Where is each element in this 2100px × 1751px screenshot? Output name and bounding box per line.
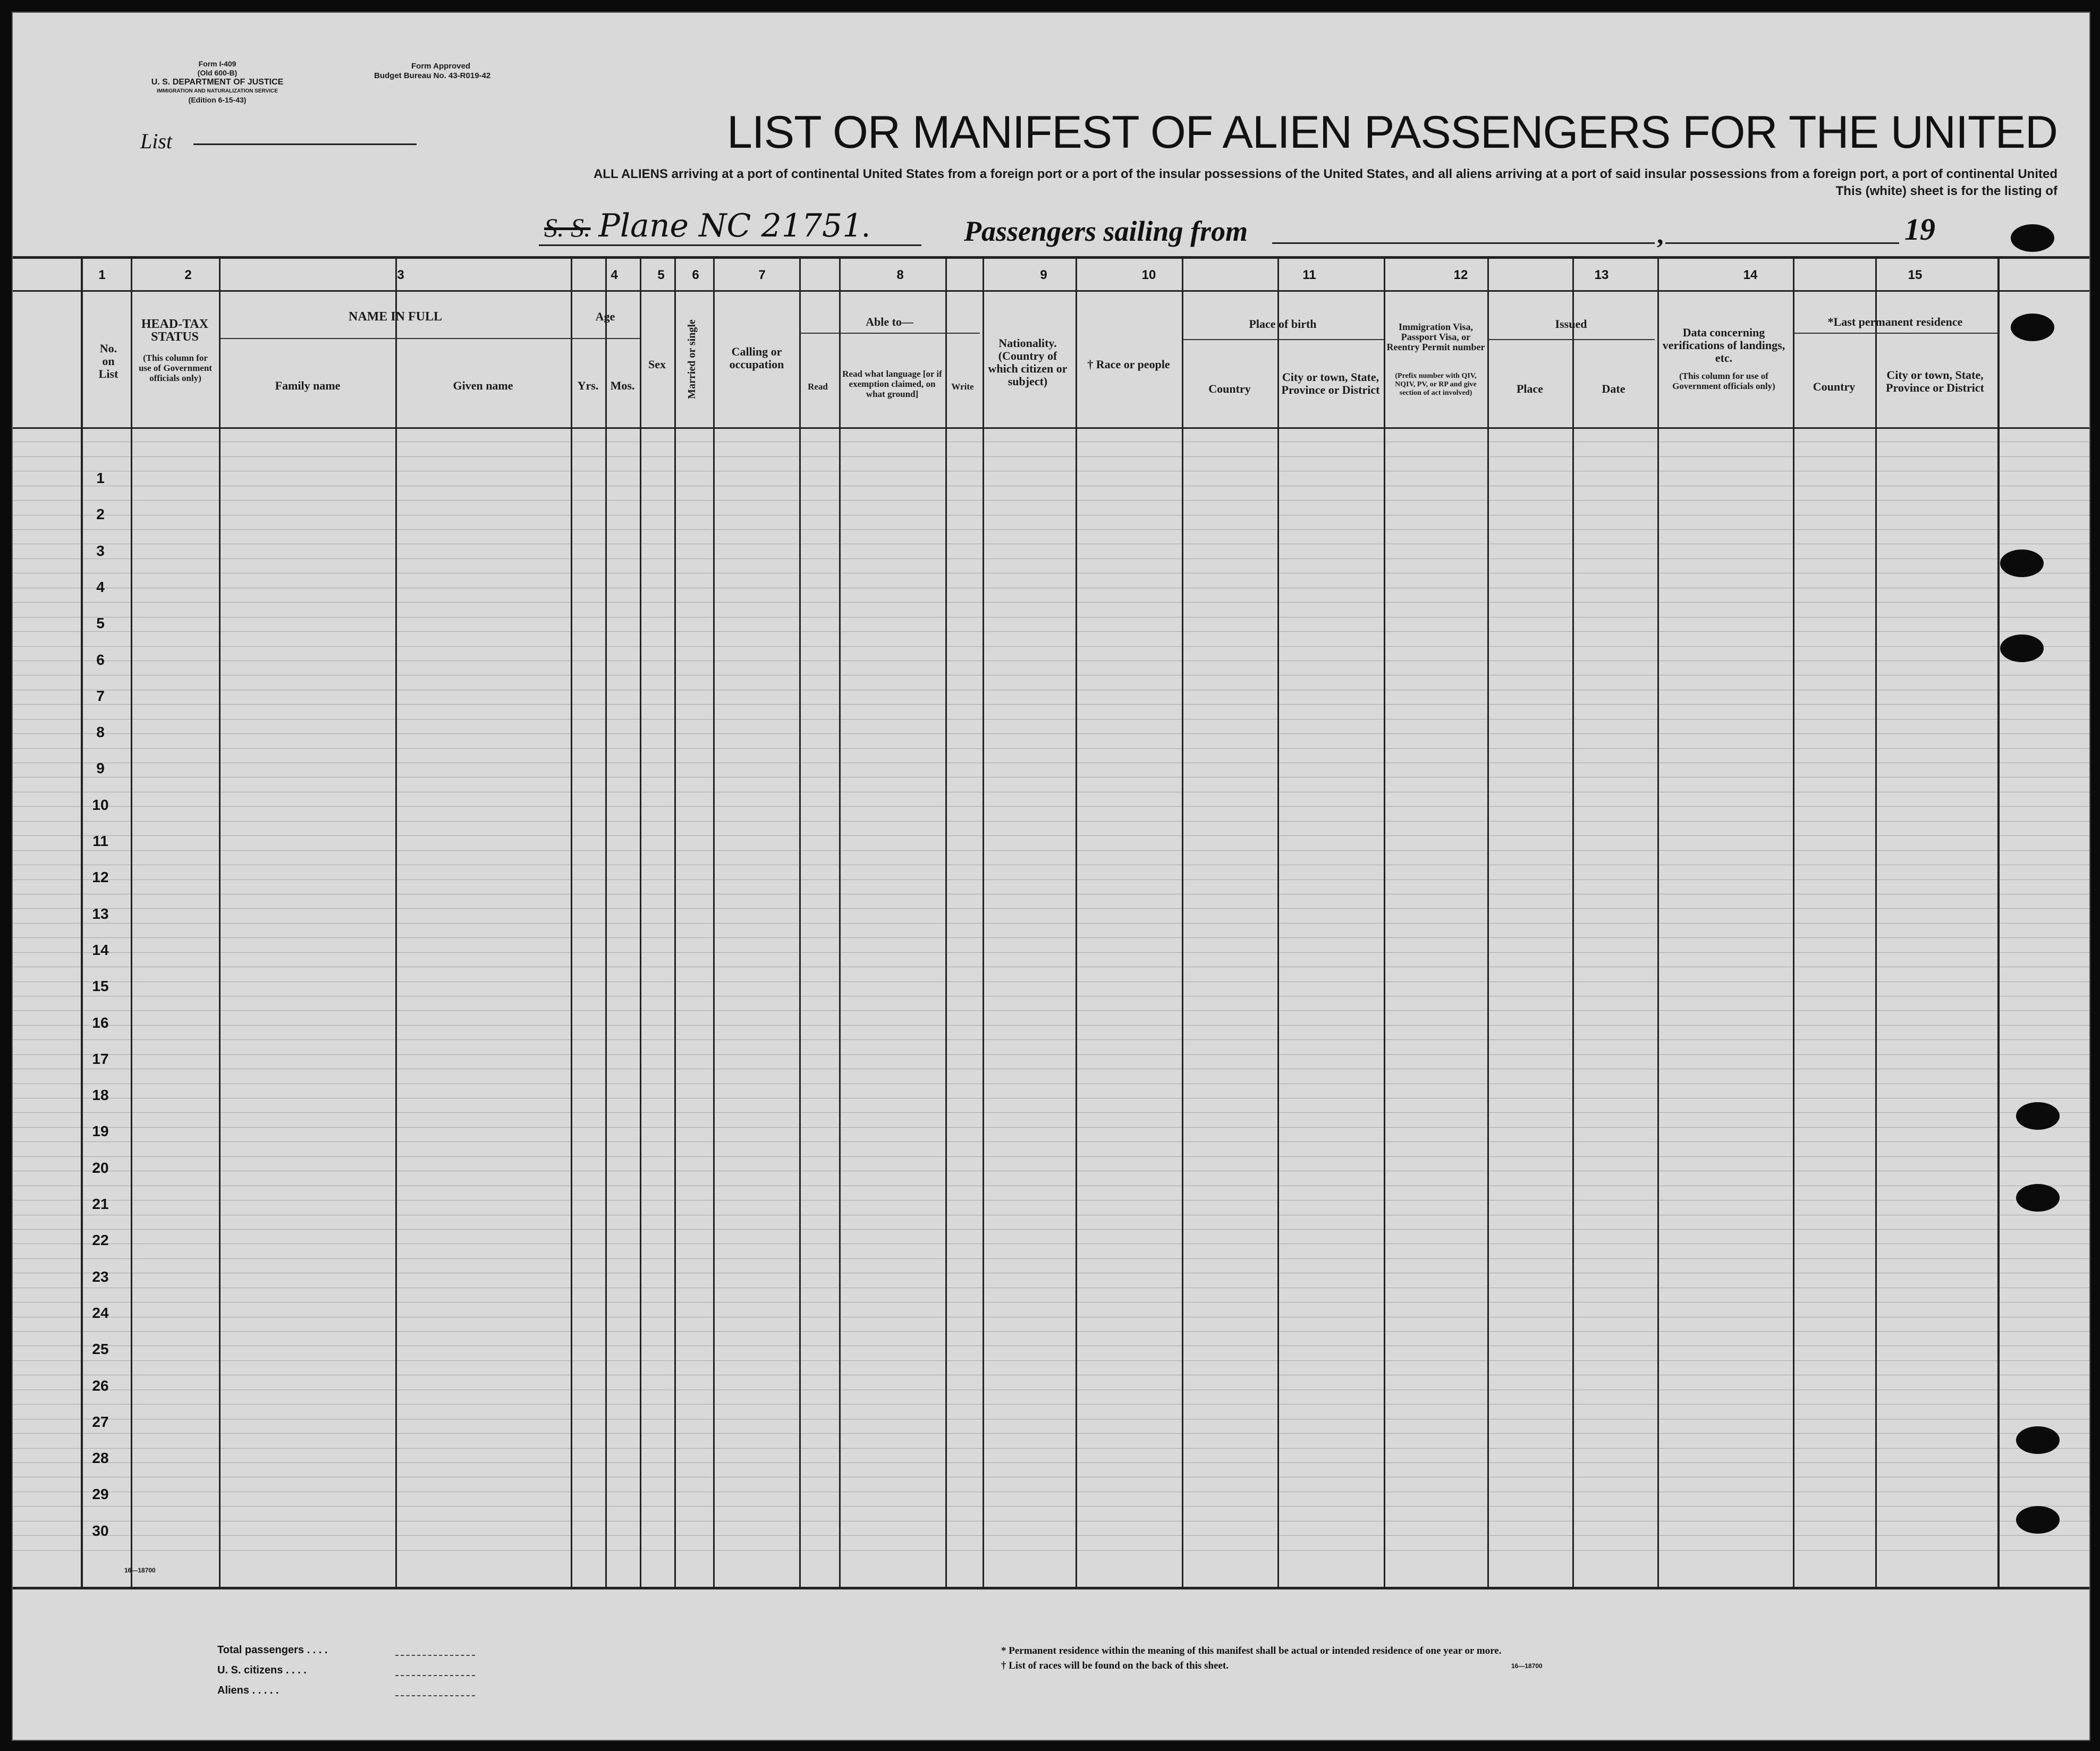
footnote-races: † List of races will be found on the back of this sheet. <box>1001 1660 1229 1671</box>
grid-line <box>13 923 2089 924</box>
header-yrs: Yrs. <box>577 379 599 392</box>
manifest-sheet <box>12 12 2090 1741</box>
header-age: Age <box>595 310 615 323</box>
grid-line <box>13 1404 2089 1405</box>
grid-line <box>13 704 2089 705</box>
subtitle-line: This (white) sheet is for the listing of <box>1835 184 2057 198</box>
binder-hole <box>2000 635 2044 662</box>
row-number: 25 <box>92 1341 109 1357</box>
row-number: 19 <box>92 1123 109 1139</box>
form-id-line: (Old 600-B) <box>197 69 238 77</box>
year-label: 19 <box>1904 212 1935 247</box>
header-date: Date <box>1602 382 1625 395</box>
grid-line <box>1487 339 1655 340</box>
grid-line <box>605 256 607 1587</box>
row-number: 27 <box>92 1414 109 1430</box>
row-number: 6 <box>96 652 105 668</box>
vessel-underline <box>539 244 921 246</box>
vessel-entry: S. S. Plane NC 21751. <box>544 207 871 244</box>
grid-line <box>395 256 397 1587</box>
grid-line <box>1277 256 1279 1587</box>
grid-line <box>983 256 984 1587</box>
grid-line <box>13 850 2089 851</box>
grid-line <box>13 1010 2089 1011</box>
aliens-label: Aliens . . . . . <box>217 1685 279 1696</box>
header-data-note: (This column for use of Government officials only) <box>1672 371 1775 391</box>
grid-line <box>13 1258 2089 1259</box>
grid-line <box>13 879 2089 880</box>
grid-line <box>13 1550 2089 1551</box>
binder-hole <box>2000 549 2044 577</box>
header-place: Place <box>1516 382 1544 395</box>
header-country: Country <box>1208 382 1251 395</box>
row-number: 1 <box>96 470 105 486</box>
grid-line <box>13 427 2089 429</box>
header-visa: Immigration Visa, Passport Visa, or Reentry Permit number <box>1386 322 1485 352</box>
grid-line <box>1657 256 1659 1587</box>
header-visa-note: (Prefix number with QIV, NQIV, PV, or RP and give section of act involved) <box>1395 372 1477 397</box>
header-last-residence: *Last permanent residence <box>1827 315 1963 328</box>
binder-hole <box>2016 1506 2060 1534</box>
grid-line <box>219 256 221 1587</box>
row-number: 7 <box>96 688 105 704</box>
row-number: 17 <box>92 1051 109 1067</box>
grid-line <box>13 806 2089 807</box>
grid-line <box>1487 256 1489 1587</box>
header-mos: Mos. <box>610 379 635 392</box>
grid-line <box>13 1039 2089 1040</box>
total-passengers-field[interactable] <box>395 1655 475 1656</box>
grid-line <box>799 333 980 334</box>
approval-line: Budget Bureau No. 43-R019-42 <box>374 71 491 80</box>
grid-line <box>13 748 2089 749</box>
document-title: LIST OR MANIFEST OF ALIEN PASSENGERS FOR THE UNITED <box>726 107 2057 158</box>
grid-line <box>13 500 2089 501</box>
row-number: 18 <box>92 1087 109 1103</box>
form-id-line: (Edition 6-15-43) <box>188 96 247 104</box>
header-lr-city: City or town, State, Province or District <box>1886 368 1984 394</box>
header-nationality: Nationality. (Country of which citizen or subject) <box>988 336 1068 388</box>
grid-line <box>674 256 676 1587</box>
row-number: 8 <box>96 724 105 740</box>
header-no-on-list: No. on List <box>98 342 118 380</box>
row-number: 15 <box>92 978 109 994</box>
grid-line <box>13 821 2089 822</box>
grid-line <box>13 952 2089 953</box>
grid-line <box>13 1433 2089 1434</box>
sailing-date-field[interactable] <box>1665 242 1899 244</box>
print-code: 16—18700 <box>124 1567 156 1574</box>
header-read-language: Read what language [or if exemption claimed, on what ground] <box>842 369 942 399</box>
header-issued: Issued <box>1555 317 1587 331</box>
grid-line <box>1182 256 1183 1587</box>
row-number: 2 <box>96 506 105 522</box>
row-number: 30 <box>92 1522 109 1539</box>
row-number: 14 <box>92 942 109 958</box>
grid-line <box>1572 256 1574 1587</box>
header-family-name: Family name <box>275 379 341 392</box>
column-number: 10 <box>1141 268 1156 282</box>
header-sex: Sex <box>648 358 666 371</box>
grid-line <box>1793 256 1794 1587</box>
grid-line <box>13 1448 2089 1449</box>
list-label: List <box>140 129 173 153</box>
grid-line <box>945 256 947 1587</box>
list-number-field[interactable] <box>193 143 417 145</box>
grid-line <box>713 256 715 1587</box>
header-lr-country: Country <box>1813 380 1856 393</box>
form-id-line: IMMIGRATION AND NATURALIZATION SERVICE <box>157 88 278 94</box>
binder-hole <box>2011 224 2054 252</box>
row-number: 29 <box>92 1486 109 1502</box>
grid-line <box>1997 256 2000 1587</box>
column-number: 4 <box>611 268 618 282</box>
grid-line <box>13 1462 2089 1463</box>
grid-line <box>13 1360 2089 1361</box>
row-number: 23 <box>92 1268 109 1285</box>
form-id-line: U. S. DEPARTMENT OF JUSTICE <box>151 78 284 87</box>
grid-line <box>13 631 2089 632</box>
sailing-label: Passengers sailing from <box>964 215 1248 247</box>
header-calling: Calling or occupation <box>729 345 784 371</box>
row-number: 22 <box>92 1232 109 1248</box>
header-given-name: Given name <box>453 379 513 392</box>
header-head-tax-note: (This column for use of Government officials only) <box>139 353 212 383</box>
column-number: 2 <box>184 268 192 282</box>
row-number: 12 <box>92 869 109 885</box>
grid-line <box>13 937 2089 938</box>
column-number: 13 <box>1594 268 1609 282</box>
column-number: 6 <box>692 268 699 282</box>
header-write: Write <box>951 382 974 392</box>
column-number: 9 <box>1040 268 1047 282</box>
row-number: 26 <box>92 1377 109 1394</box>
grid-line <box>1875 256 1877 1587</box>
header-read: Read <box>808 382 828 392</box>
subtitle-line: ALL ALIENS arriving at a port of continental United States from a foreign port or a port of the insular possessions of the United States, and all aliens arriving at a port of said insular possessions from a foreign port, a port of continental United <box>593 167 2057 181</box>
grid-line <box>839 256 841 1587</box>
column-number: 12 <box>1453 268 1468 282</box>
aliens-field[interactable] <box>395 1695 475 1696</box>
column-number: 7 <box>758 268 766 282</box>
grid-line <box>13 1141 2089 1142</box>
grid-line <box>13 835 2089 836</box>
footnote-code: 16—18700 <box>1511 1662 1543 1670</box>
row-number: 5 <box>96 615 105 631</box>
us-citizens-field[interactable] <box>395 1675 475 1676</box>
grid-line <box>13 529 2089 530</box>
grid-line <box>13 1112 2089 1113</box>
footnote-permanent-residence: * Permanent residence within the meaning of this manifest shall be actual or intended residence of one year or more. <box>1001 1645 1502 1656</box>
row-number: 3 <box>96 543 105 559</box>
header-city: City or town, State, Province or District <box>1281 370 1380 396</box>
header-married: Married or single <box>686 319 698 399</box>
grid-line <box>640 256 641 1587</box>
grid-line <box>13 1054 2089 1055</box>
row-number: 16 <box>92 1014 109 1031</box>
row-number: 24 <box>92 1305 109 1321</box>
grid-line <box>13 1127 2089 1128</box>
grid-line <box>13 1331 2089 1332</box>
row-number: 13 <box>92 906 109 922</box>
grid-line <box>13 1156 2089 1157</box>
sailing-port-field[interactable] <box>1272 242 1655 244</box>
column-number: 5 <box>657 268 665 282</box>
grid-line <box>13 733 2089 734</box>
header-data-concerning: Data concerning verifications of landings, etc. <box>1662 326 1785 365</box>
row-number: 4 <box>96 579 105 595</box>
column-number: 11 <box>1302 268 1316 282</box>
approval-note <box>374 62 544 81</box>
form-id-line: Form I-409 <box>198 60 236 68</box>
grid-line <box>571 256 572 1587</box>
row-number: 11 <box>92 833 108 849</box>
total-passengers-label: Total passengers . . . . <box>217 1644 328 1656</box>
binder-hole <box>2016 1102 2060 1130</box>
grid-line <box>13 1229 2089 1230</box>
grid-line <box>1182 339 1384 340</box>
comma-separator: , <box>1657 219 1664 249</box>
grid-line <box>1076 256 1077 1587</box>
us-citizens-label: U. S. citizens . . . . <box>217 1664 307 1676</box>
grid-line <box>1384 256 1385 1587</box>
header-race: † Race or people <box>1087 358 1170 371</box>
grid-line <box>13 1535 2089 1536</box>
grid-line <box>13 256 2089 259</box>
header-name-in-full: NAME IN FULL <box>348 310 442 324</box>
grid-line <box>799 256 801 1587</box>
grid-line <box>13 290 2089 292</box>
header-place-of-birth: Place of birth <box>1249 317 1317 331</box>
grid-line <box>131 256 132 1587</box>
row-number: 28 <box>92 1450 109 1466</box>
row-number: 21 <box>92 1196 109 1212</box>
grid-line <box>13 602 2089 603</box>
grid-line <box>13 1025 2089 1026</box>
binder-hole <box>2011 314 2054 341</box>
vessel-prefix: S. S. <box>544 213 591 242</box>
row-number: 20 <box>92 1160 109 1176</box>
binder-hole <box>2016 1184 2060 1212</box>
header-able-to: Able to— <box>866 315 913 328</box>
column-number: 8 <box>896 268 904 282</box>
row-number: 9 <box>96 760 105 776</box>
grid-line <box>13 719 2089 720</box>
approval-line: Form Approved <box>411 62 471 71</box>
column-number: 15 <box>1908 268 1923 282</box>
grid-line <box>13 1506 2089 1507</box>
form-identification <box>119 60 316 105</box>
row-number: 10 <box>92 797 109 813</box>
grid-line <box>13 456 2089 457</box>
grid-line <box>13 646 2089 647</box>
column-number: 1 <box>98 268 106 282</box>
grid-line <box>13 908 2089 909</box>
column-number: 14 <box>1743 268 1758 282</box>
column-number: 3 <box>397 268 404 282</box>
handwritten-vessel-name: Plane NC 21751 <box>598 207 863 244</box>
header-head-tax: HEAD-TAX STATUS <box>141 317 209 344</box>
grid-line <box>13 1587 2089 1589</box>
binder-hole <box>2016 1426 2060 1454</box>
grid-line <box>1793 333 1997 334</box>
